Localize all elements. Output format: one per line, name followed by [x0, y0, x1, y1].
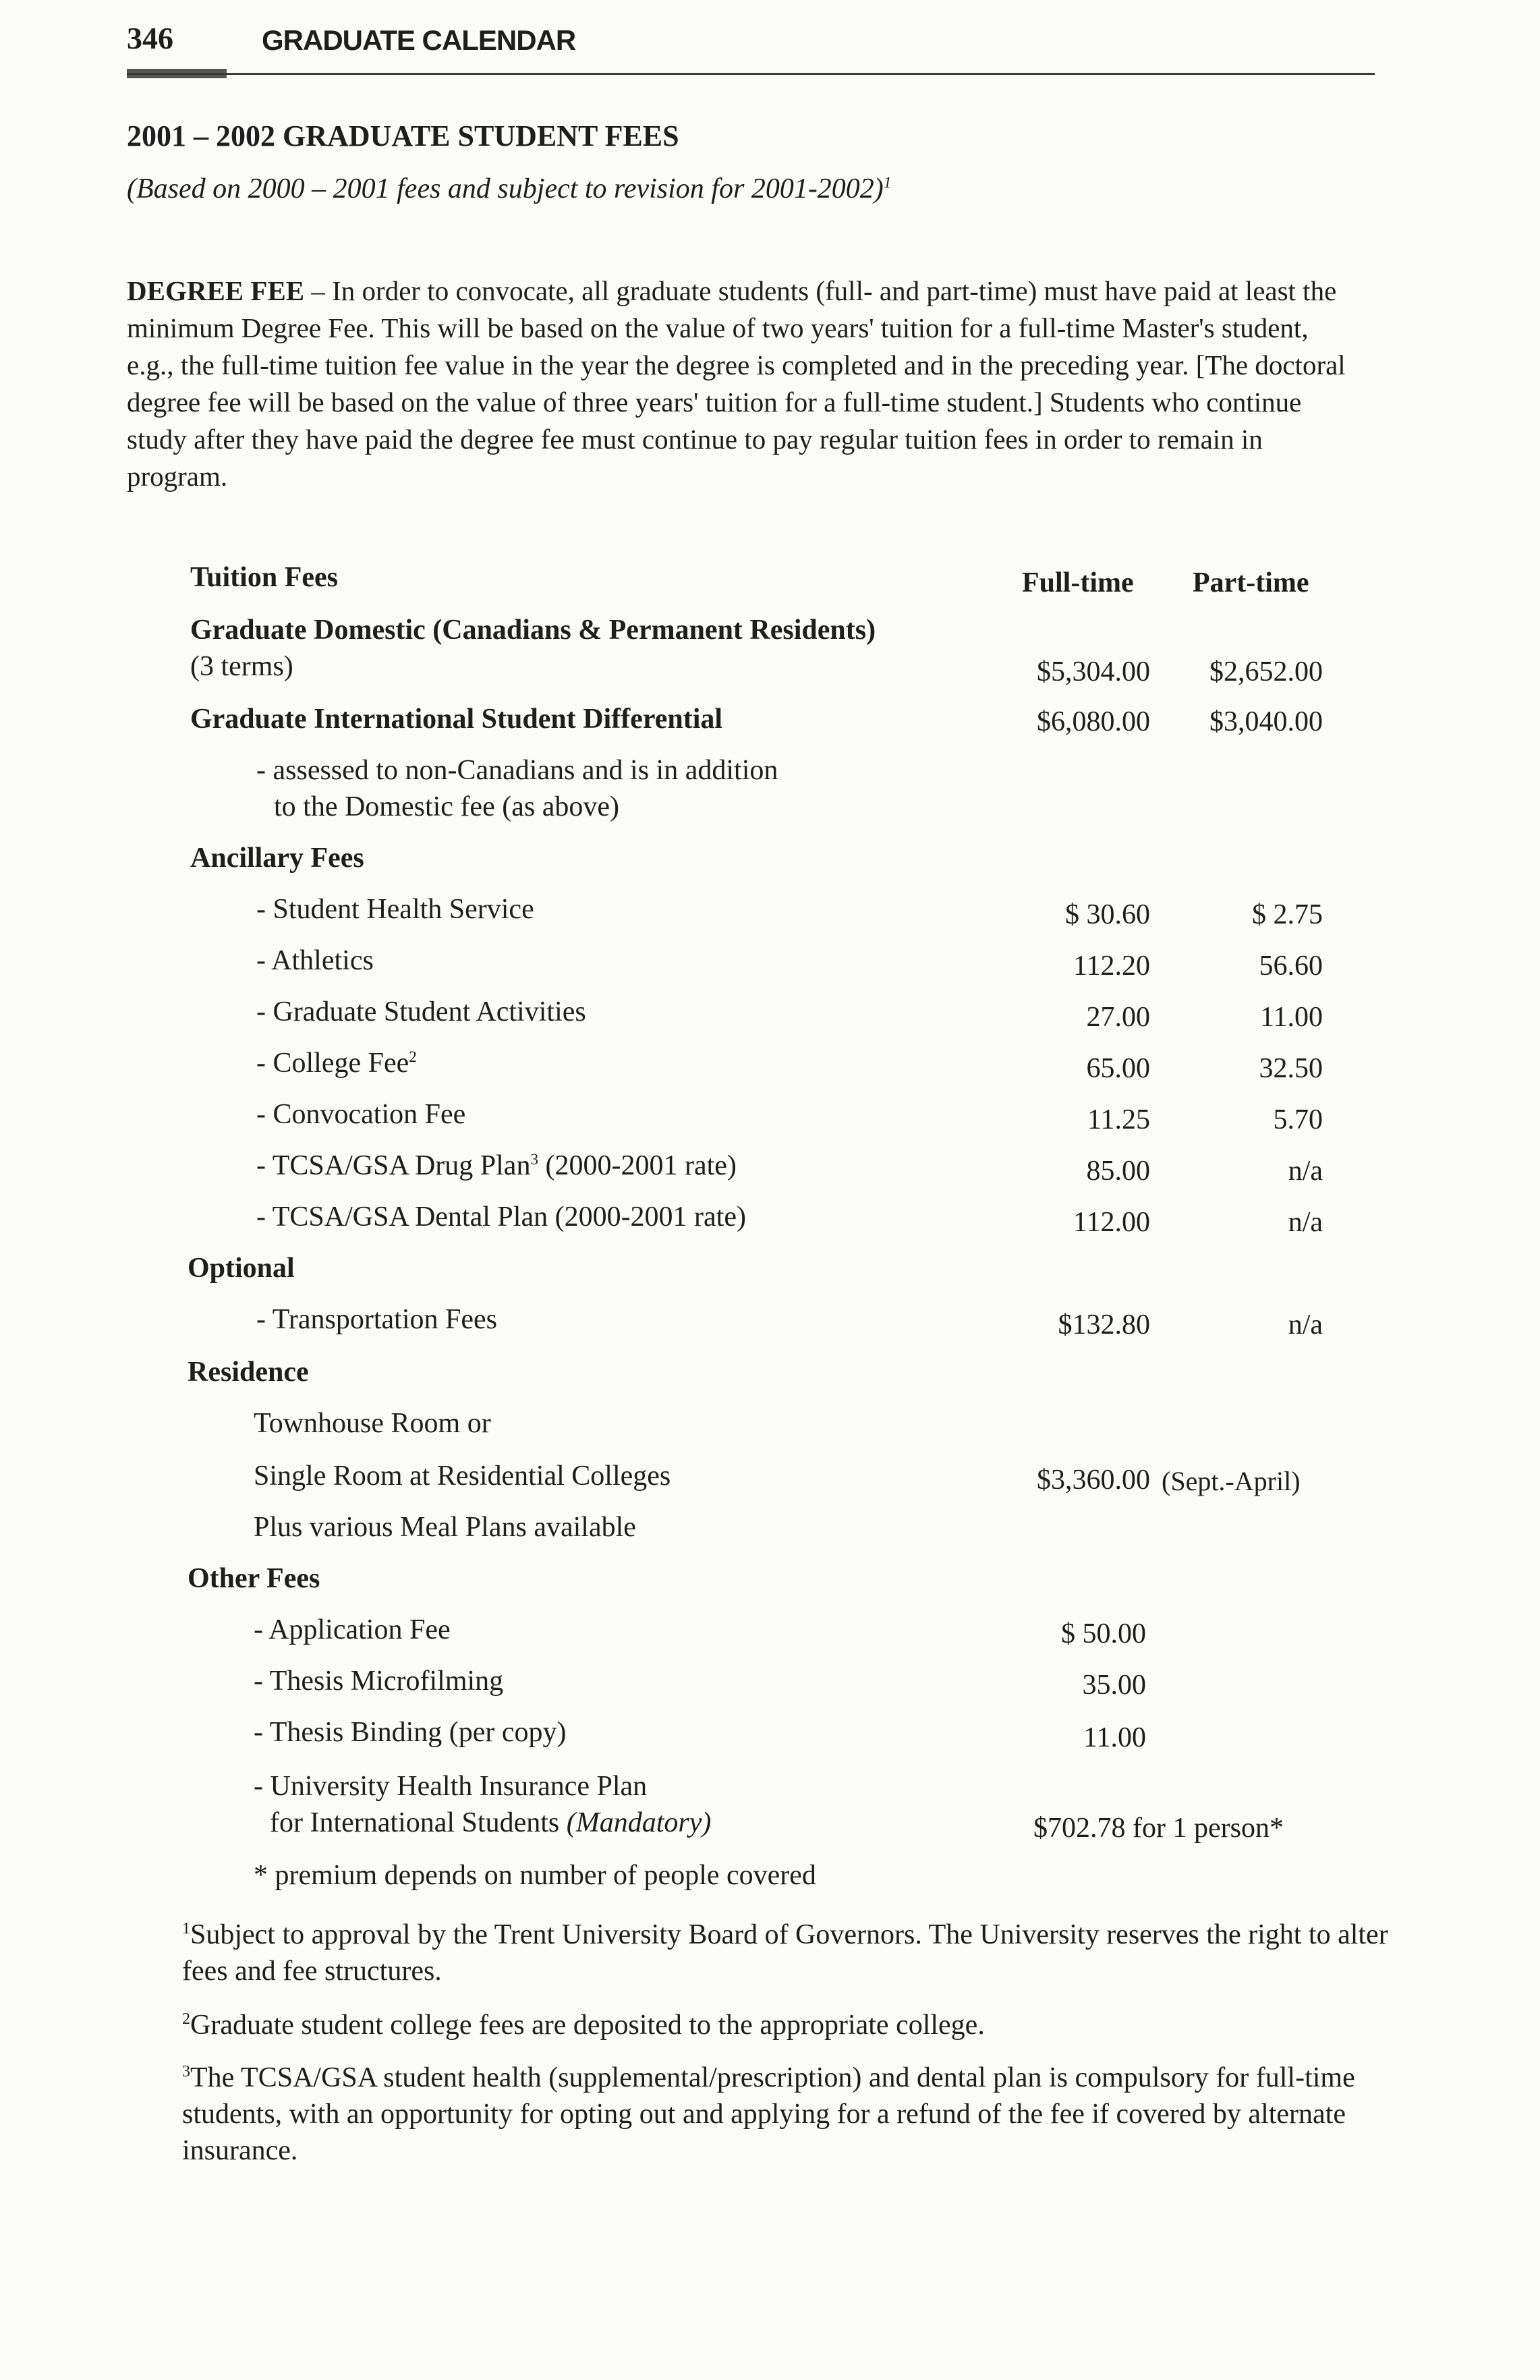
running-title: GRADUATE CALENDAR: [262, 24, 576, 56]
ancillary-item-part: n/a: [1288, 1207, 1323, 1238]
domestic-label: Graduate Domestic (Canadians & Permanent Residents): [190, 615, 876, 646]
other-fee-label: - Application Fee: [254, 1614, 451, 1645]
drug-plan-footnote-mark: 3: [530, 1150, 538, 1168]
domestic-full: $5,304.00: [1037, 656, 1150, 687]
insurance-line-2: [270, 1807, 711, 1839]
international-note-1: - assessed to non-Canadians and is in addition: [256, 755, 778, 786]
col-header-part-time: Part-time: [1193, 567, 1309, 598]
optional-item-full: $132.80: [1058, 1309, 1150, 1340]
page-title: 2001 – 2002 GRADUATE STUDENT FEES: [127, 119, 679, 152]
premium-note: * premium depends on number of people covered: [254, 1860, 816, 1891]
ancillary-item-label: [256, 1047, 417, 1079]
ancillary-item-part: 11.00: [1260, 1002, 1323, 1033]
insurance-line-1: - University Health Insurance Plan: [254, 1771, 648, 1802]
ancillary-item-part: $ 2.75: [1252, 899, 1323, 930]
other-fee-label: - Thesis Binding (per copy): [254, 1717, 567, 1748]
insurance-value: $702.78 for 1 person*: [1033, 1813, 1284, 1844]
residence-line-1: Townhouse Room or: [254, 1408, 491, 1439]
subtitle-footnote-mark: 1: [883, 173, 892, 191]
footnote-3: [182, 2053, 1369, 2169]
ancillary-item-part: 32.50: [1259, 1053, 1323, 1084]
col-label-tuition: Tuition Fees: [190, 562, 338, 593]
footnote-mark: 1: [182, 1920, 190, 1937]
drug-plan-rate: (2000-2001 rate): [538, 1150, 737, 1181]
ancillary-item-part: n/a: [1288, 1156, 1323, 1187]
footnote-text: Subject to approval by the Trent University Board of Governors. The University reserves the right to alter fees and fee structures.: [182, 1919, 1388, 1987]
residence-line-3: Plus various Meal Plans available: [254, 1512, 636, 1543]
international-note-2: to the Domestic fee (as above): [274, 791, 619, 822]
college-fee-label: - College Fee: [256, 1048, 409, 1079]
page-number: 346: [127, 21, 173, 55]
residence-period: (Sept.-April): [1162, 1466, 1301, 1496]
degree-fee-text: – In order to convocate, all graduate students (full- and part-time) must have paid at least the minimum Degree Fee. This will be based on the value of two years' tuition for a full-time Master's student, e.g., the full-time tuition fee value in the year the degree is completed and in the preceding year. [The doctoral degree fee will be based on the value of three years' tuition for a full-time student.] Students who continue study after they have paid the degree fee must continue to pay regular tuition fees in order to remain in program.: [127, 275, 1346, 492]
international-label: Graduate International Student Differential: [190, 704, 723, 735]
other-fee-value: 11.00: [1083, 1722, 1146, 1753]
international-full: $6,080.00: [1037, 706, 1150, 737]
ancillary-item-full: 11.25: [1087, 1104, 1150, 1135]
subtitle-text: (Based on 2000 – 2001 fees and subject to revision for 2001-2002): [127, 173, 884, 204]
footnote-2: [182, 2001, 1410, 2043]
ancillary-item-full: 112.00: [1073, 1207, 1150, 1238]
optional-item-label: - Transportation Fees: [256, 1304, 497, 1335]
footnote-text: Graduate student college fees are deposited to the appropriate college.: [190, 2010, 985, 2041]
footnote-text: The TCSA/GSA student health (supplemental/prescription) and dental plan is compulsory for full-time students, with an opportunity for opting out and applying for a refund of the fee if covered by alternate insurance.: [182, 2062, 1355, 2166]
other-fee-label: - Thesis Microfilming: [254, 1666, 504, 1697]
ancillary-item-full: 112.20: [1073, 951, 1150, 982]
page-subtitle: [127, 173, 891, 205]
optional-heading: Optional: [188, 1253, 295, 1284]
ancillary-item-label: - Convocation Fee: [256, 1099, 466, 1130]
footnote-mark: 3: [182, 2063, 190, 2080]
ancillary-item-part: 56.60: [1259, 951, 1323, 982]
residence-full: $3,360.00: [1037, 1465, 1150, 1496]
ancillary-item-full: $ 30.60: [1065, 899, 1150, 930]
ancillary-item-full: 65.00: [1086, 1053, 1150, 1084]
ancillary-item-label: - Student Health Service: [256, 894, 534, 925]
ancillary-item-label: - Athletics: [256, 945, 374, 976]
degree-fee-paragraph: [127, 273, 1361, 495]
degree-fee-label: DEGREE FEE: [127, 275, 305, 306]
footnote-1: [182, 1910, 1410, 1989]
insurance-mandatory: (Mandatory): [566, 1807, 712, 1838]
ancillary-heading: Ancillary Fees: [190, 843, 364, 874]
other-fee-value: 35.00: [1082, 1670, 1146, 1701]
drug-plan-label: - TCSA/GSA Drug Plan: [256, 1150, 531, 1181]
footnote-mark: 2: [182, 2010, 190, 2028]
other-fees-heading: Other Fees: [188, 1563, 320, 1594]
ancillary-item-part: 5.70: [1273, 1104, 1323, 1135]
header-rule: [127, 73, 1375, 75]
international-part: $3,040.00: [1209, 706, 1323, 737]
residence-line-2: Single Room at Residential Colleges: [254, 1461, 671, 1492]
ancillary-item-full: 27.00: [1086, 1002, 1150, 1033]
residence-heading: Residence: [188, 1357, 309, 1388]
ancillary-item-label: - TCSA/GSA Dental Plan (2000-2001 rate): [256, 1201, 746, 1232]
col-header-full-time: Full-time: [1022, 567, 1134, 598]
domestic-part: $2,652.00: [1209, 656, 1323, 687]
ancillary-item-label: - Graduate Student Activities: [256, 996, 586, 1027]
college-fee-footnote-mark: 2: [409, 1048, 417, 1065]
optional-item-part: n/a: [1288, 1309, 1323, 1340]
ancillary-item-full: 85.00: [1086, 1156, 1150, 1187]
insurance-line-2-text: for International Students: [270, 1807, 567, 1838]
domestic-sub: (3 terms): [190, 651, 293, 682]
other-fee-value: $ 50.00: [1061, 1618, 1146, 1649]
ancillary-item-label: [256, 1150, 737, 1182]
